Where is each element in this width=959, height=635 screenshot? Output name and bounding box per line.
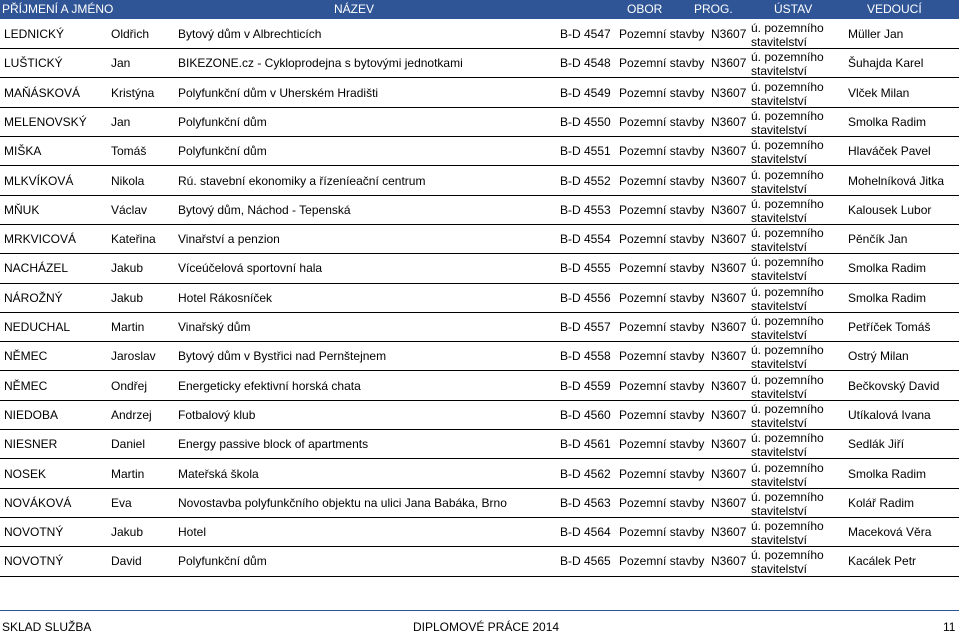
row-field: Pozemní stavby xyxy=(619,349,705,364)
row-institute-line2: stavitelství xyxy=(751,357,808,372)
row-surname: NOVÁKOVÁ xyxy=(4,495,72,510)
table-row xyxy=(0,20,959,49)
row-institute-line2: stavitelství xyxy=(751,181,808,196)
table-row xyxy=(0,49,959,78)
row-institute-line1: ú. pozemního xyxy=(751,460,824,475)
row-thesis-title: Polyfunkční dům xyxy=(178,144,267,159)
row-thesis-title: BIKEZONE.cz - Cykloprodejna s bytovými jednotkami xyxy=(178,56,463,71)
row-program: N3607 xyxy=(711,27,747,41)
row-field: Pozemní stavby xyxy=(619,407,705,422)
row-first-name: Jan xyxy=(111,56,131,71)
row-code: B-D 4549 xyxy=(560,85,611,100)
row-program: N3607 xyxy=(711,320,747,334)
footer-divider xyxy=(0,610,959,611)
row-thesis-title: Bytový dům v Bystřici nad Pernštejnem xyxy=(178,349,387,364)
row-field: Pozemní stavby xyxy=(619,85,705,100)
row-first-name: Daniel xyxy=(111,437,146,452)
row-program: N3607 xyxy=(711,56,747,71)
row-code: B-D 4554 xyxy=(560,232,611,247)
row-thesis-title: Hotel xyxy=(178,525,207,540)
footer-left: SKLAD SLUŽBA xyxy=(2,620,92,634)
row-first-name: Nikola xyxy=(111,173,145,188)
row-thesis-title: Rú. stavební ekonomiky a řízeníeační centrum xyxy=(178,173,426,188)
row-institute-line2: stavitelství xyxy=(751,298,808,313)
row-first-name: Tomáš xyxy=(111,144,147,159)
row-first-name: Ondřej xyxy=(111,378,148,393)
row-program: N3607 xyxy=(711,114,747,129)
row-field: Pozemní stavby xyxy=(619,144,705,159)
table-row xyxy=(0,372,959,401)
row-first-name: Oldřich xyxy=(111,27,150,41)
table-row xyxy=(0,489,959,518)
row-field: Pozemní stavby xyxy=(619,378,705,393)
table-header xyxy=(0,0,959,19)
row-surname: MIŠKA xyxy=(4,144,42,159)
table-row xyxy=(0,313,959,342)
row-field: Pozemní stavby xyxy=(619,466,705,481)
row-thesis-title: Vinařský dům xyxy=(178,320,251,334)
table-row xyxy=(0,401,959,430)
row-code: B-D 4548 xyxy=(560,56,611,71)
table-row xyxy=(0,137,959,166)
row-institute-line1: ú. pozemního xyxy=(751,343,824,358)
row-supervisor: Ostrý Milan xyxy=(848,349,909,364)
table-row xyxy=(0,254,959,283)
row-supervisor: Mohelníková Jitka xyxy=(848,173,945,188)
row-institute-line2: stavitelství xyxy=(751,269,808,284)
row-field: Pozemní stavby xyxy=(619,173,705,188)
row-code: B-D 4565 xyxy=(560,554,611,569)
row-first-name: Jakub xyxy=(111,525,144,540)
row-supervisor: Kacálek Petr xyxy=(848,554,917,569)
row-supervisor: Maceková Věra xyxy=(848,525,932,540)
row-program: N3607 xyxy=(711,144,747,159)
table-row xyxy=(0,225,959,254)
row-institute-line1: ú. pozemního xyxy=(751,489,824,504)
header-program: PROG. xyxy=(694,2,733,16)
row-supervisor: Kalousek Lubor xyxy=(848,202,932,217)
row-thesis-title: Fotbalový klub xyxy=(178,407,256,422)
table-row xyxy=(0,284,959,313)
row-field: Pozemní stavby xyxy=(619,495,705,510)
row-first-name: Jaroslav xyxy=(111,349,156,364)
row-code: B-D 4564 xyxy=(560,525,611,540)
row-program: N3607 xyxy=(711,202,747,217)
row-institute-line1: ú. pozemního xyxy=(751,314,824,328)
table-row xyxy=(0,460,959,489)
row-supervisor: Pěnčík Jan xyxy=(848,232,908,247)
row-supervisor: Vlček Milan xyxy=(848,85,910,100)
row-code: B-D 4558 xyxy=(560,349,611,364)
row-thesis-title: Energeticky efektivní horská chata xyxy=(178,378,361,393)
row-field: Pozemní stavby xyxy=(619,554,705,569)
row-first-name: Martin xyxy=(111,320,145,334)
row-program: N3607 xyxy=(711,437,747,452)
table-row xyxy=(0,108,959,137)
footer-page-number: 11 xyxy=(943,620,956,634)
row-institute-line2: stavitelství xyxy=(751,562,808,577)
row-program: N3607 xyxy=(711,378,747,393)
row-institute-line1: ú. pozemního xyxy=(751,519,824,534)
row-surname: MAŇÁSKOVÁ xyxy=(4,85,81,100)
row-first-name: Jakub xyxy=(111,290,144,305)
row-institute-line1: ú. pozemního xyxy=(751,108,824,123)
row-supervisor: Smolka Radim xyxy=(848,290,927,305)
row-program: N3607 xyxy=(711,261,747,276)
row-institute-line2: stavitelství xyxy=(751,122,808,137)
row-code: B-D 4562 xyxy=(560,466,611,481)
row-surname: NOSEK xyxy=(4,466,47,481)
row-surname: LUŠTICKÝ xyxy=(4,56,63,71)
header-field: OBOR xyxy=(627,2,663,16)
table-row xyxy=(0,430,959,459)
row-supervisor: Šuhajda Karel xyxy=(848,56,924,71)
row-code: B-D 4553 xyxy=(560,202,611,217)
row-institute-line1: ú. pozemního xyxy=(751,284,824,299)
table-row xyxy=(0,342,959,371)
row-thesis-title: Hotel Rákosníček xyxy=(178,290,273,305)
row-program: N3607 xyxy=(711,407,747,422)
row-field: Pozemní stavby xyxy=(619,232,705,247)
row-supervisor: Smolka Radim xyxy=(848,114,927,129)
row-code: B-D 4556 xyxy=(560,290,611,305)
row-institute-line2: stavitelství xyxy=(751,35,808,49)
row-field: Pozemní stavby xyxy=(619,290,705,305)
row-surname: MŇUK xyxy=(4,202,40,217)
table-row xyxy=(0,518,959,547)
row-code: B-D 4552 xyxy=(560,173,611,188)
row-surname: NACHÁZEL xyxy=(4,261,69,276)
row-institute-line1: ú. pozemního xyxy=(751,226,824,241)
row-institute-line1: ú. pozemního xyxy=(751,196,824,211)
footer-center: DIPLOMOVÉ PRÁCE 2014 xyxy=(413,620,560,634)
row-surname: NĚMEC xyxy=(4,378,48,393)
table-row xyxy=(0,79,959,108)
row-thesis-title: Vinařství a penzion xyxy=(178,232,280,247)
table-row xyxy=(0,167,959,196)
row-code: B-D 4550 xyxy=(560,114,611,129)
row-code: B-D 4560 xyxy=(560,407,611,422)
row-divider xyxy=(0,576,959,577)
row-program: N3607 xyxy=(711,495,747,510)
row-institute-line2: stavitelství xyxy=(751,415,808,430)
row-program: N3607 xyxy=(711,525,747,540)
row-thesis-title: Bytový dům, Náchod - Tepenská xyxy=(178,202,351,217)
row-institute-line1: ú. pozemního xyxy=(751,50,824,65)
row-institute-line1: ú. pozemního xyxy=(751,255,824,270)
row-institute-line1: ú. pozemního xyxy=(751,372,824,387)
row-institute-line1: ú. pozemního xyxy=(751,79,824,94)
table-row xyxy=(0,196,959,225)
row-surname: NOVOTNÝ xyxy=(4,525,64,540)
row-field: Pozemní stavby xyxy=(619,56,705,71)
header-supervisor: VEDOUCÍ xyxy=(867,2,922,16)
row-code: B-D 4551 xyxy=(560,144,611,159)
row-institute-line2: stavitelství xyxy=(751,240,808,255)
row-code: B-D 4555 xyxy=(560,261,611,276)
table-row xyxy=(0,547,959,576)
header-surname: PŘÍJMENÍ A JMÉNO xyxy=(2,2,114,16)
row-supervisor: Petříček Tomáš xyxy=(848,320,931,334)
row-program: N3607 xyxy=(711,290,747,305)
row-surname: MRKVICOVÁ xyxy=(4,232,77,247)
row-thesis-title: Polyfunkční dům xyxy=(178,554,267,569)
row-program: N3607 xyxy=(711,232,747,247)
row-institute-line2: stavitelství xyxy=(751,386,808,401)
row-first-name: Václav xyxy=(111,202,148,217)
row-supervisor: Utíkalová Ivana xyxy=(848,407,931,422)
row-supervisor: Smolka Radim xyxy=(848,261,927,276)
row-thesis-title: Polyfunkční dům xyxy=(178,114,267,129)
row-supervisor: Bečkovský David xyxy=(848,378,940,393)
row-surname: LEDNICKÝ xyxy=(4,27,65,41)
row-institute-line2: stavitelství xyxy=(751,445,808,460)
row-thesis-title: Polyfunkční dům v Uherském Hradišti xyxy=(178,85,379,100)
row-field: Pozemní stavby xyxy=(619,261,705,276)
row-program: N3607 xyxy=(711,349,747,364)
row-surname: NEDUCHAL xyxy=(4,320,71,334)
row-institute-line1: ú. pozemního xyxy=(751,21,824,35)
row-thesis-title: Mateřská škola xyxy=(178,466,259,481)
row-institute-line2: stavitelství xyxy=(751,503,808,518)
row-supervisor: Smolka Radim xyxy=(848,466,927,481)
row-field: Pozemní stavby xyxy=(619,437,705,452)
row-first-name: Jakub xyxy=(111,261,144,276)
row-surname: NĚMEC xyxy=(4,349,48,364)
row-institute-line2: stavitelství xyxy=(751,533,808,548)
row-surname: NOVOTNÝ xyxy=(4,554,64,569)
row-institute-line1: ú. pozemního xyxy=(751,548,824,563)
row-code: B-D 4557 xyxy=(560,320,611,334)
row-code: B-D 4561 xyxy=(560,437,611,452)
row-thesis-title: Energy passive block of apartments xyxy=(178,437,369,452)
header-institute: ÚSTAV xyxy=(774,2,813,16)
row-institute-line2: stavitelství xyxy=(751,64,808,79)
row-program: N3607 xyxy=(711,554,747,569)
row-first-name: Andrzej xyxy=(111,407,152,422)
row-first-name: Kateřina xyxy=(111,232,156,247)
row-surname: MLKVÍKOVÁ xyxy=(4,173,74,188)
row-institute-line2: stavitelství xyxy=(751,152,808,167)
row-institute-line1: ú. pozemního xyxy=(751,167,824,182)
row-program: N3607 xyxy=(711,85,747,100)
row-first-name: David xyxy=(111,554,142,569)
row-code: B-D 4559 xyxy=(560,378,611,393)
row-surname: NIEDOBA xyxy=(4,407,59,422)
row-thesis-title: Novostavba polyfunkčního objektu na ulici Jana Babáka, Brno xyxy=(178,495,507,510)
row-program: N3607 xyxy=(711,466,747,481)
row-institute-line2: stavitelství xyxy=(751,210,808,225)
row-field: Pozemní stavby xyxy=(619,27,705,41)
page-footer xyxy=(0,600,959,635)
header-title: NÁZEV xyxy=(334,2,375,16)
row-thesis-title: Víceúčelová sportovní hala xyxy=(178,261,323,276)
row-code: B-D 4547 xyxy=(560,27,611,41)
row-thesis-title: Bytový dům v Albrechticích xyxy=(178,27,322,41)
row-institute-line2: stavitelství xyxy=(751,93,808,108)
row-field: Pozemní stavby xyxy=(619,114,705,129)
row-code: B-D 4563 xyxy=(560,495,611,510)
row-institute-line1: ú. pozemního xyxy=(751,401,824,416)
row-institute-line1: ú. pozemního xyxy=(751,138,824,153)
row-first-name: Jan xyxy=(111,114,131,129)
row-surname: NIESNER xyxy=(4,437,58,452)
row-institute-line1: ú. pozemního xyxy=(751,431,824,446)
row-surname: NÁROŽNÝ xyxy=(4,290,63,305)
row-supervisor: Hlaváček Pavel xyxy=(848,144,931,159)
row-supervisor: Kolář Radim xyxy=(848,495,915,510)
row-field: Pozemní stavby xyxy=(619,202,705,217)
row-supervisor: Sedlák Jiří xyxy=(848,437,905,452)
row-institute-line2: stavitelství xyxy=(751,328,808,342)
row-first-name: Kristýna xyxy=(111,85,155,100)
row-first-name: Eva xyxy=(111,495,132,510)
row-surname: MELENOVSKÝ xyxy=(4,114,87,129)
row-field: Pozemní stavby xyxy=(619,525,705,540)
row-supervisor: Müller Jan xyxy=(848,27,904,41)
row-first-name: Martin xyxy=(111,466,145,481)
row-institute-line2: stavitelství xyxy=(751,474,808,489)
row-field: Pozemní stavby xyxy=(619,320,705,334)
row-program: N3607 xyxy=(711,173,747,188)
